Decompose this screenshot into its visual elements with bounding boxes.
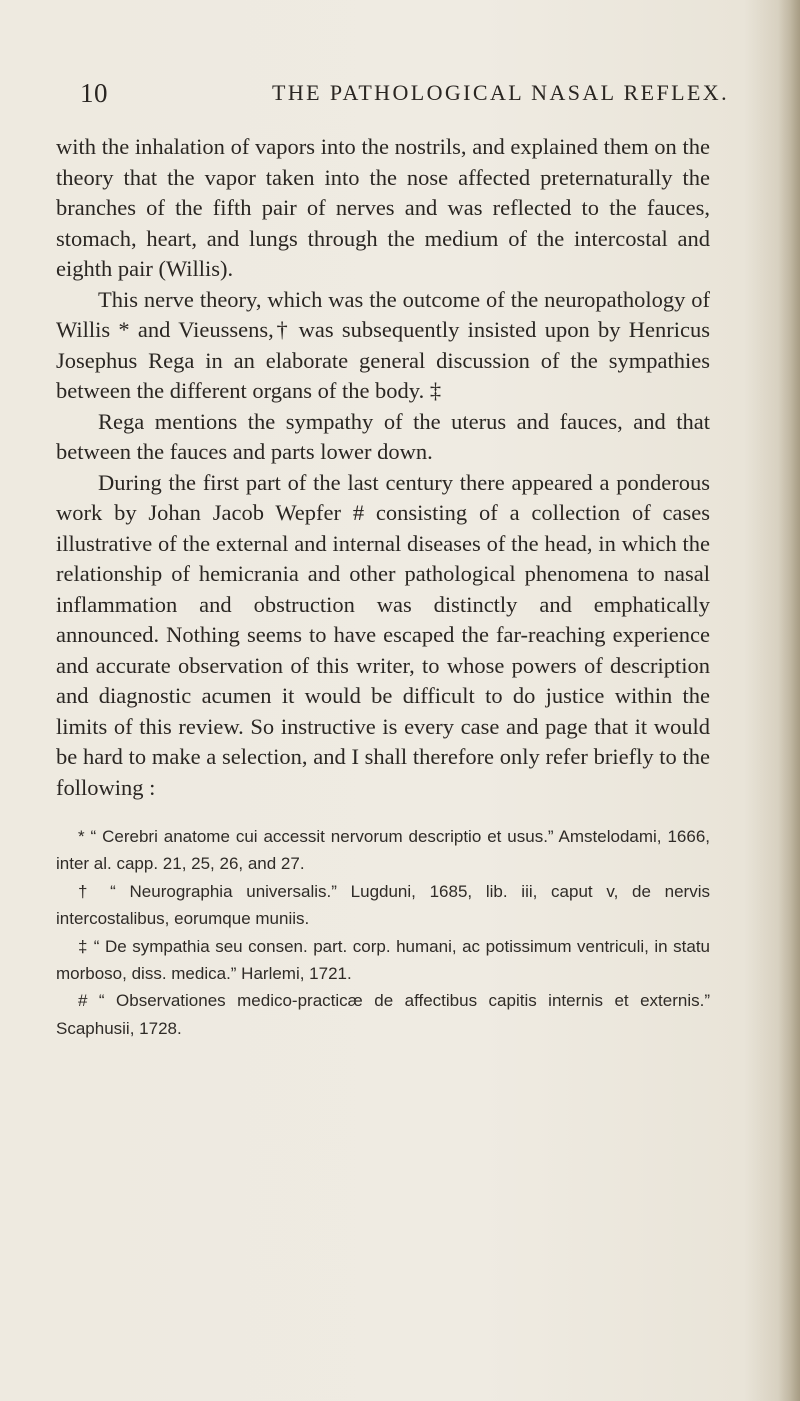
page-gutter-shadow	[778, 0, 800, 1401]
paragraph: During the first part of the last century there appeared a ponderous work by Johan Jacob Wepfer # consisting of a collection of cases illustrative of the external and internal diseases of the head, in which the relationship of hemicrania and other pathological phenomena to nasal inflammation and obstruction was distinctly and emphatically announced. Nothing seems to have escaped the far-reaching experience and accurate observation of this writer, to whose powers of description and diagnostic acumen it would be difficult to do justice within the limits of this review. So instructive is every case and page that it would be hard to make a selection, and I shall therefore only refer briefly to the following :	[56, 469, 710, 800]
footnote: * “ Cerebri anatome cui accessit nervorum descriptio et usus.” Amstelodami, 1666, inter al. capp. 21, 25, 26, and 27.	[56, 827, 710, 874]
running-head: THE PATHOLOGICAL NASAL REFLEX.	[272, 80, 729, 105]
page-header	[80, 78, 729, 108]
page-number: 10	[80, 78, 108, 108]
paragraph: with the inhalation of vapors into the nostrils, and explained them on the theory that the vapor taken into the nose affected preternaturally the branches of the fifth pair of nerves and was reflected to the fauces, stomach, heart, and lungs through the medium of the intercostal and eighth pair (Willis).	[56, 134, 710, 281]
footnotes	[56, 823, 710, 1042]
footnote: ‡ “ De sympathia seu consen. part. corp. humani, ac potissimum ventriculi, in statu morboso, diss. medica.” Harlemi, 1721.	[56, 936, 710, 984]
paragraph: Rega mentions the sympathy of the uterus and fauces, and that between the fauces and parts lower down.	[56, 408, 710, 464]
footnote: # “ Observationes medico-practicæ de affectibus capitis internis et externis.” Scaphusii, 1728.	[56, 991, 710, 1038]
footnote: † “ Neurographia universalis.” Lugduni, 1685, lib. iii, caput v, de nervis intercostalibus, eorumque muniis.	[56, 881, 710, 929]
body-text	[56, 132, 710, 803]
paragraph: This nerve theory, which was the outcome of the neuropathology of Willis * and Vieussens,† was subsequently insisted upon by Henricus Josephus Rega in an elaborate general discussion of the sympathies between the different organs of the body. ‡	[56, 286, 710, 403]
